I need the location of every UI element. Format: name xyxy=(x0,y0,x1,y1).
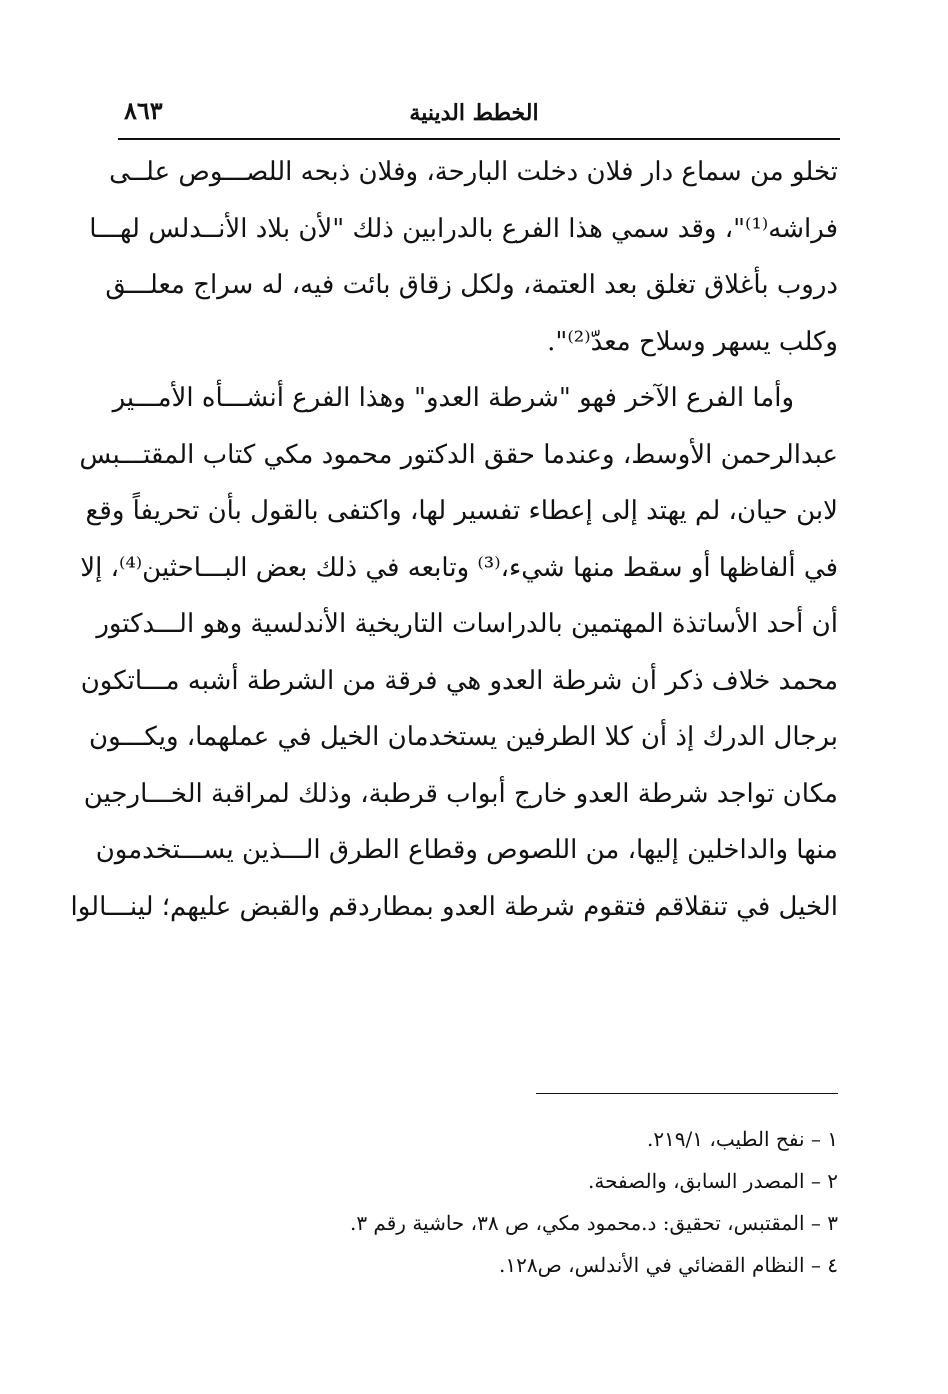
text-line: منها والداخلين إليها، من اللصوص وقطاع الطرق الـــذين يســـتخدمون xyxy=(95,835,838,865)
text-line: لابن حيان، لم يهتد إلى إعطاء تفسير لها، واكتفى بالقول بأن تحريفاً وقع xyxy=(85,496,838,526)
footnote-rule xyxy=(536,1093,838,1094)
text-line: وكلب يسهر وسلاح معدّ⁽²⁾". xyxy=(547,326,838,357)
text-line: مكان تواجد شرطة العدو خارج أبواب قرطبة، وذلك لمراقبة الخـــارجين xyxy=(83,778,838,809)
footnote: ١ – نفح الطيب، ٢١٩/١. xyxy=(646,1127,838,1151)
text-line: وأما الفرع الآخر فهو "شرطة العدو" وهذا الفرع أنشـــأه الأمـــير xyxy=(112,383,794,413)
footnotes xyxy=(260,1118,838,1286)
text-line: الخيل في تنقلاقم فتقوم شرطة العدو بمطاردقم والقبض عليهم؛ لينـــالوا xyxy=(70,891,838,922)
main-text xyxy=(70,144,838,935)
text-line: محمد خلاف ذكر أن شرطة العدو هي فرقة من الشرطة أشبه مـــاتكون xyxy=(80,665,838,696)
text-line: برجال الدرك إذ أن كلا الطرفين يستخدمان الخيل في عملهما، ويكـــون xyxy=(88,722,838,752)
header-rule xyxy=(118,138,840,140)
running-header-title: الخطط الدينية xyxy=(409,100,539,126)
page-number: ٨٦٣ xyxy=(124,96,163,125)
text-line: عبدالرحمن الأوسط، وعندما حقق الدكتور محمود مكي كتاب المقتـــبس xyxy=(79,439,838,470)
text-line: فراشه⁽¹⁾"، وقد سمي هذا الفرع بالدرابين ذلك "لأن بلاد الأنــدلس لهـــا xyxy=(89,213,838,244)
text-line: دروب بأغلاق تغلق بعد العتمة، ولكل زقاق بائت فيه، له سراج معلـــق xyxy=(105,270,838,300)
text-line: أن أحد الأساتذة المهتمين بالدراسات التاريخية الأندلسية وهو الـــدكتور xyxy=(96,609,838,639)
text-line: تخلو من سماع دار فلان دخلت البارحة، وفلان ذبحه اللصـــوص علــى xyxy=(109,157,838,187)
text-line: في ألفاظها أو سقط منها شيء،⁽³⁾ وتابعه في ذلك بعض البـــاحثين⁽⁴⁾، إلا xyxy=(80,552,838,583)
footnote: ٣ – المقتبس، تحقيق: د.محمود مكي، ص ٣٨، حاشية رقم ٣. xyxy=(349,1211,838,1235)
footnote: ٤ – النظام القضائي في الأندلس، ص١٢٨. xyxy=(499,1253,838,1277)
footnote: ٢ – المصدر السابق، والصفحة. xyxy=(588,1169,838,1193)
